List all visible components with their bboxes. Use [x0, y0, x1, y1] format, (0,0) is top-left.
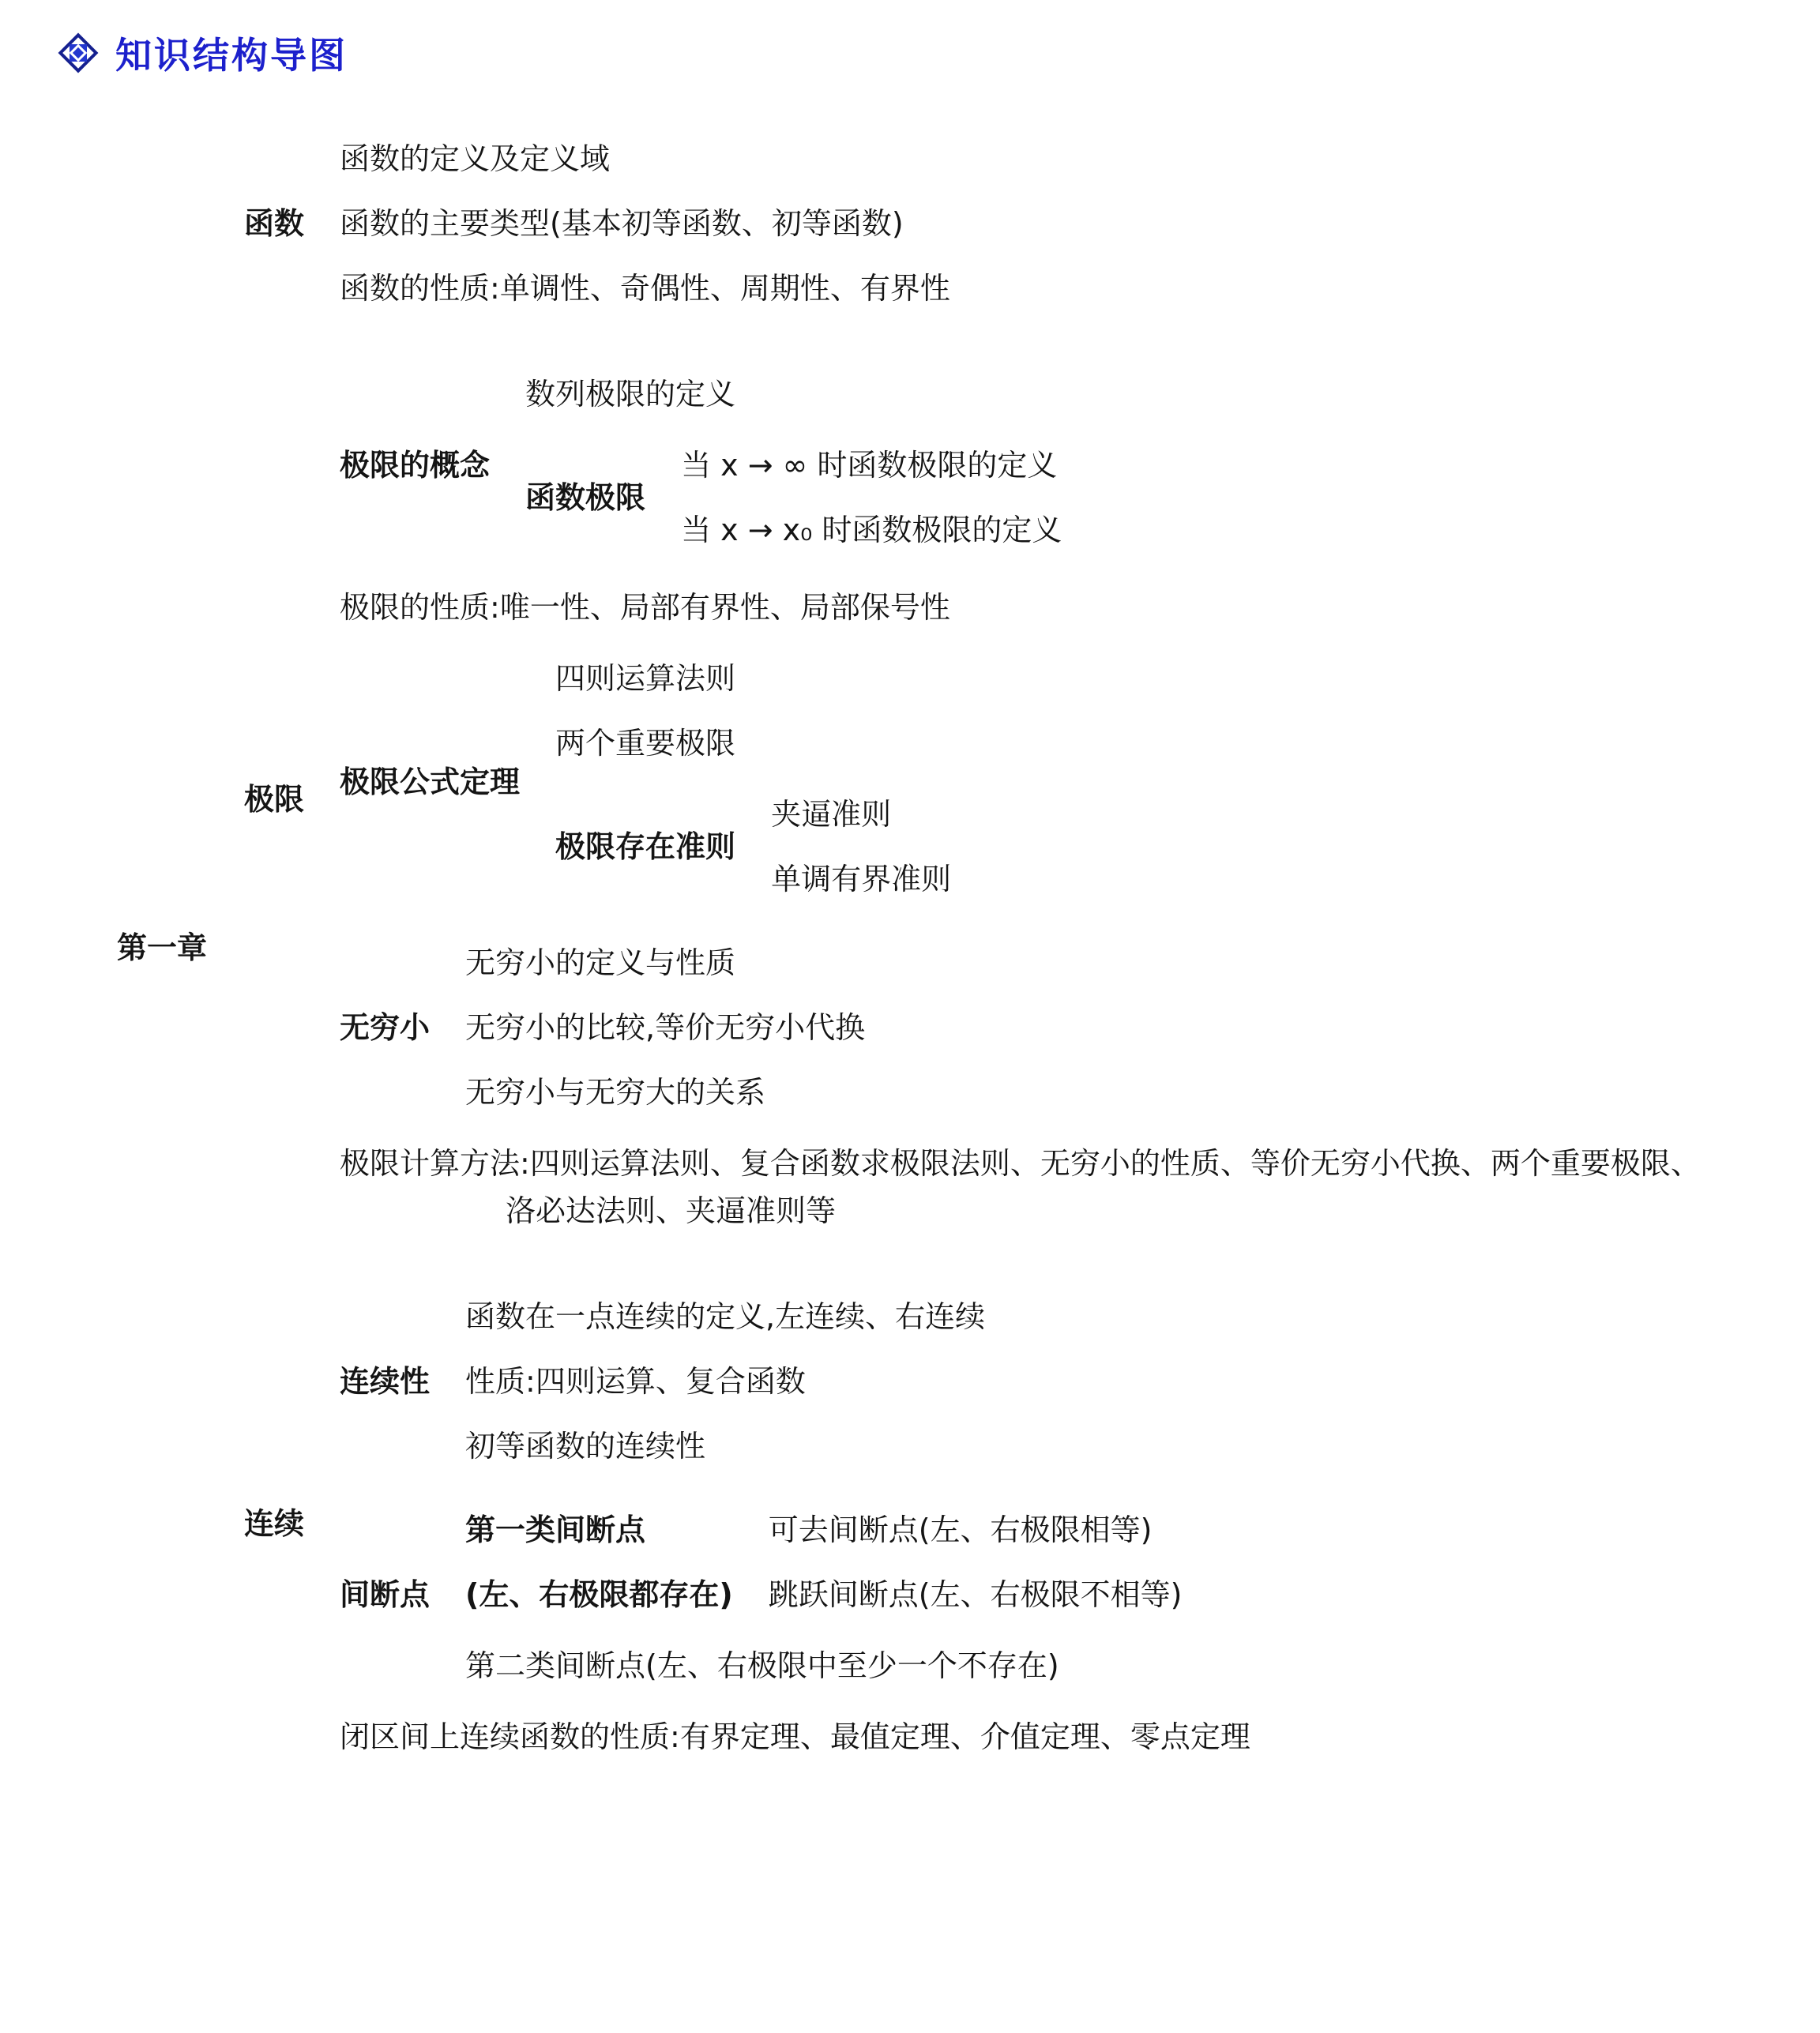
brace — [739, 791, 754, 902]
brace — [211, 130, 225, 1766]
brace — [434, 1294, 448, 1469]
leaf-item: 当 x → x₀ 时函数极限的定义 — [681, 513, 1062, 547]
node-function — [244, 134, 1701, 313]
node-label: 极限的概念 — [340, 448, 491, 483]
infinitesimal-children — [454, 938, 865, 1117]
node-label: 极限 — [244, 782, 305, 817]
leaf-item: 第二类间断点(左、右极限中至少一个不存在) — [465, 1648, 1059, 1683]
node-existence-criteria — [555, 790, 951, 904]
node-label: 连续性 — [340, 1364, 431, 1399]
leaf-item: 单调有界准则 — [771, 862, 952, 896]
existence-criteria-children — [760, 790, 951, 904]
brace — [434, 1501, 448, 1689]
node-limit-formula-theorems — [340, 654, 1701, 910]
brace — [524, 656, 538, 908]
node-limit-concept — [340, 370, 1701, 561]
leaf-item: 无穷小与无穷大的关系 — [465, 1075, 766, 1110]
brace — [308, 136, 322, 311]
node-label: 极限公式定理 — [340, 765, 521, 799]
node-label-line: 第一类间断点 — [465, 1513, 646, 1547]
first-kind-children — [758, 1505, 1183, 1619]
node-discontinuity-points — [340, 1499, 1250, 1690]
node-function-limit — [525, 441, 1062, 554]
node-label: 无穷小 — [340, 1010, 431, 1045]
leaf-item: 性质:四则运算、复合函数 — [465, 1364, 806, 1399]
leaf-item: 夹逼准则 — [771, 797, 892, 832]
node-infinitesimal — [340, 938, 1701, 1117]
node-label: 函数极限 — [525, 480, 646, 515]
leaf-item: 极限计算方法:四则运算法则、复合函数求极限法则、无穷小的性质、等价无穷小代换、两个重要极限、 — [340, 1146, 1701, 1181]
continuity-children — [329, 1286, 1250, 1761]
leaf-item: 可去间断点(左、右极限相等) — [768, 1513, 1153, 1547]
continuity-property-children — [454, 1292, 985, 1471]
leaf-item: 函数的定义及定义域 — [340, 141, 611, 176]
brace — [649, 442, 664, 553]
chapter-children — [231, 128, 1701, 1768]
leaf-item: 两个重要极限 — [555, 726, 736, 761]
limit-children — [329, 363, 1701, 1235]
leaf-item: 洛必达法则、夹逼准则等 — [506, 1193, 837, 1228]
leaf-item: 函数的性质:单调性、奇偶性、周期性、有界性 — [340, 271, 950, 306]
leaf-item: 无穷小的定义与性质 — [465, 945, 736, 980]
node-label: 间断点 — [340, 1577, 431, 1612]
leaf-item: 极限的性质:唯一性、局部有界性、局部保号性 — [340, 590, 950, 625]
node-continuity-property — [340, 1292, 1250, 1471]
leaf-item: 闭区间上连续函数的性质:有界定理、最值定理、介值定理、零点定理 — [340, 1719, 1250, 1754]
knowledge-tree — [117, 128, 1820, 1768]
node-first-kind-discontinuity — [465, 1505, 1182, 1619]
leaf-item: 数列极限的定义 — [525, 377, 736, 411]
leaf-item: 跳跃间断点(左、右极限不相等) — [768, 1577, 1183, 1612]
leaf-item-limit-methods — [340, 1145, 1701, 1229]
node-label-stack — [465, 1512, 733, 1613]
node-label-line: (左、右极限都存在) — [465, 1577, 733, 1612]
function-limit-children — [670, 441, 1062, 554]
node-label-chapter: 第一章 — [117, 930, 208, 965]
brace — [308, 365, 322, 1234]
brace — [434, 940, 448, 1115]
discontinuity-children — [454, 1499, 1182, 1690]
leaf-item: 四则运算法则 — [555, 661, 736, 696]
brace — [737, 1507, 751, 1618]
function-children — [329, 134, 950, 313]
limit-formula-children — [544, 654, 951, 910]
page-title: 知识结构导图 — [115, 34, 348, 77]
brace — [494, 371, 508, 559]
brace — [308, 1287, 322, 1760]
limit-concept-children — [514, 370, 1062, 561]
leaf-item: 函数在一点连续的定义,左连续、右连续 — [465, 1299, 986, 1334]
node-chapter-1 — [117, 128, 1820, 1768]
node-label: 连续 — [244, 1506, 305, 1541]
leaf-item: 无穷小的比较,等价无穷小代换 — [465, 1010, 866, 1045]
node-label: 函数 — [244, 206, 305, 241]
leaf-item: 初等函数的连续性 — [465, 1429, 706, 1464]
gem-icon — [55, 30, 101, 76]
leaf-item: 函数的主要类型(基本初等函数、初等函数) — [340, 206, 904, 241]
node-limit — [244, 363, 1701, 1235]
page-header — [55, 27, 1820, 79]
node-label: 极限存在准则 — [555, 829, 736, 864]
node-continuity — [244, 1286, 1701, 1761]
leaf-item: 当 x → ∞ 时函数极限的定义 — [681, 448, 1058, 483]
